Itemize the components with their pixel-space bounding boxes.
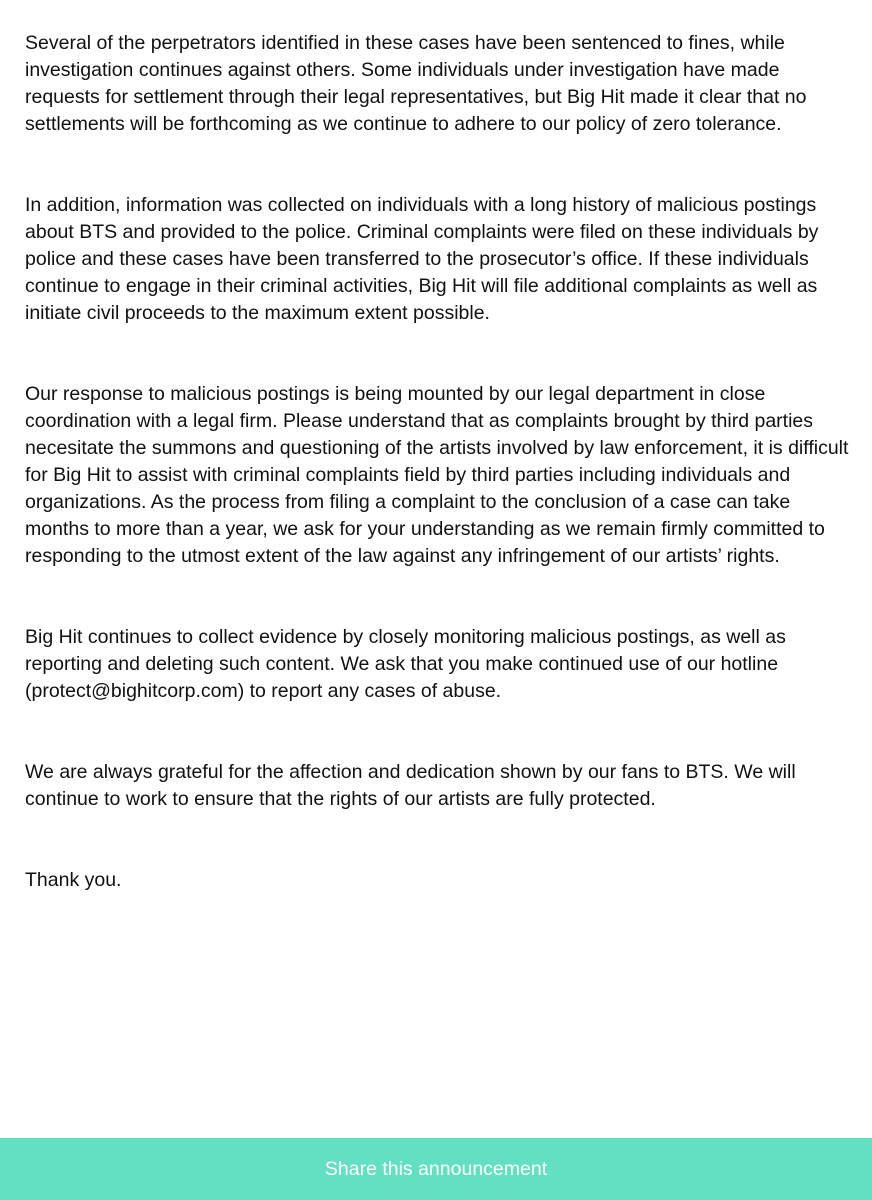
- announcement-paragraph: Big Hit continues to collect evidence by closely monitoring malicious postings, as well as reporting and deleting such content. We ask that you make continued use of our hotline (protect@bighitcorp.com) to report any cases of abuse.: [25, 626, 786, 702]
- closing-line: Thank you.: [25, 869, 122, 891]
- share-announcement-label: Share this announcement: [324, 1157, 548, 1180]
- announcement-paragraph: We are always grateful for the affection and dedication shown by our fans to BTS. We will continue to work to ensure that the rights of our artists are fully protected.: [25, 761, 796, 810]
- announcement-paragraph: In addition, information was collected on individuals with a long history of malicious postings about BTS and provided to the police. Criminal complaints were filed on these individuals by police and these cases have been transferred to the prosecutor’s office. If these individuals continue to engage in their criminal activities, Big Hit will file additional complaints as well as initiate civil proceeds to the maximum extent possible.: [25, 194, 819, 324]
- paragraph-spacer: [25, 705, 855, 759]
- paragraph-spacer: [25, 570, 855, 624]
- share-announcement-button[interactable]: [0, 1138, 872, 1200]
- announcement-paragraph: Several of the perpetrators identified in these cases have been sentenced to fines, while investigation continues against others. Some individuals under investigation have made requests for settlement through their legal representatives, but Big Hit made it clear that no settlements will be forthcoming as we continue to adhere to our policy of zero tolerance.: [25, 32, 807, 135]
- paragraph-spacer: [25, 327, 855, 381]
- announcement-body: [25, 30, 855, 894]
- paragraph-spacer: [25, 813, 855, 867]
- announcement-paragraph: Our response to malicious postings is being mounted by our legal department in close coordination with a legal firm. Please understand that as complaints brought by third parties necesitate the summons and questioning of the artists involved by law enforcement, it is difficult for Big Hit to assist with criminal complaints field by third parties including individuals and organizations. As the process from filing a complaint to the conclusion of a case can take months to more than a year, we ask for your understanding as we remain firmly committed to responding to the utmost extent of the law against any infringement of our artists’ rights.: [25, 383, 849, 567]
- paragraph-spacer: [25, 138, 855, 192]
